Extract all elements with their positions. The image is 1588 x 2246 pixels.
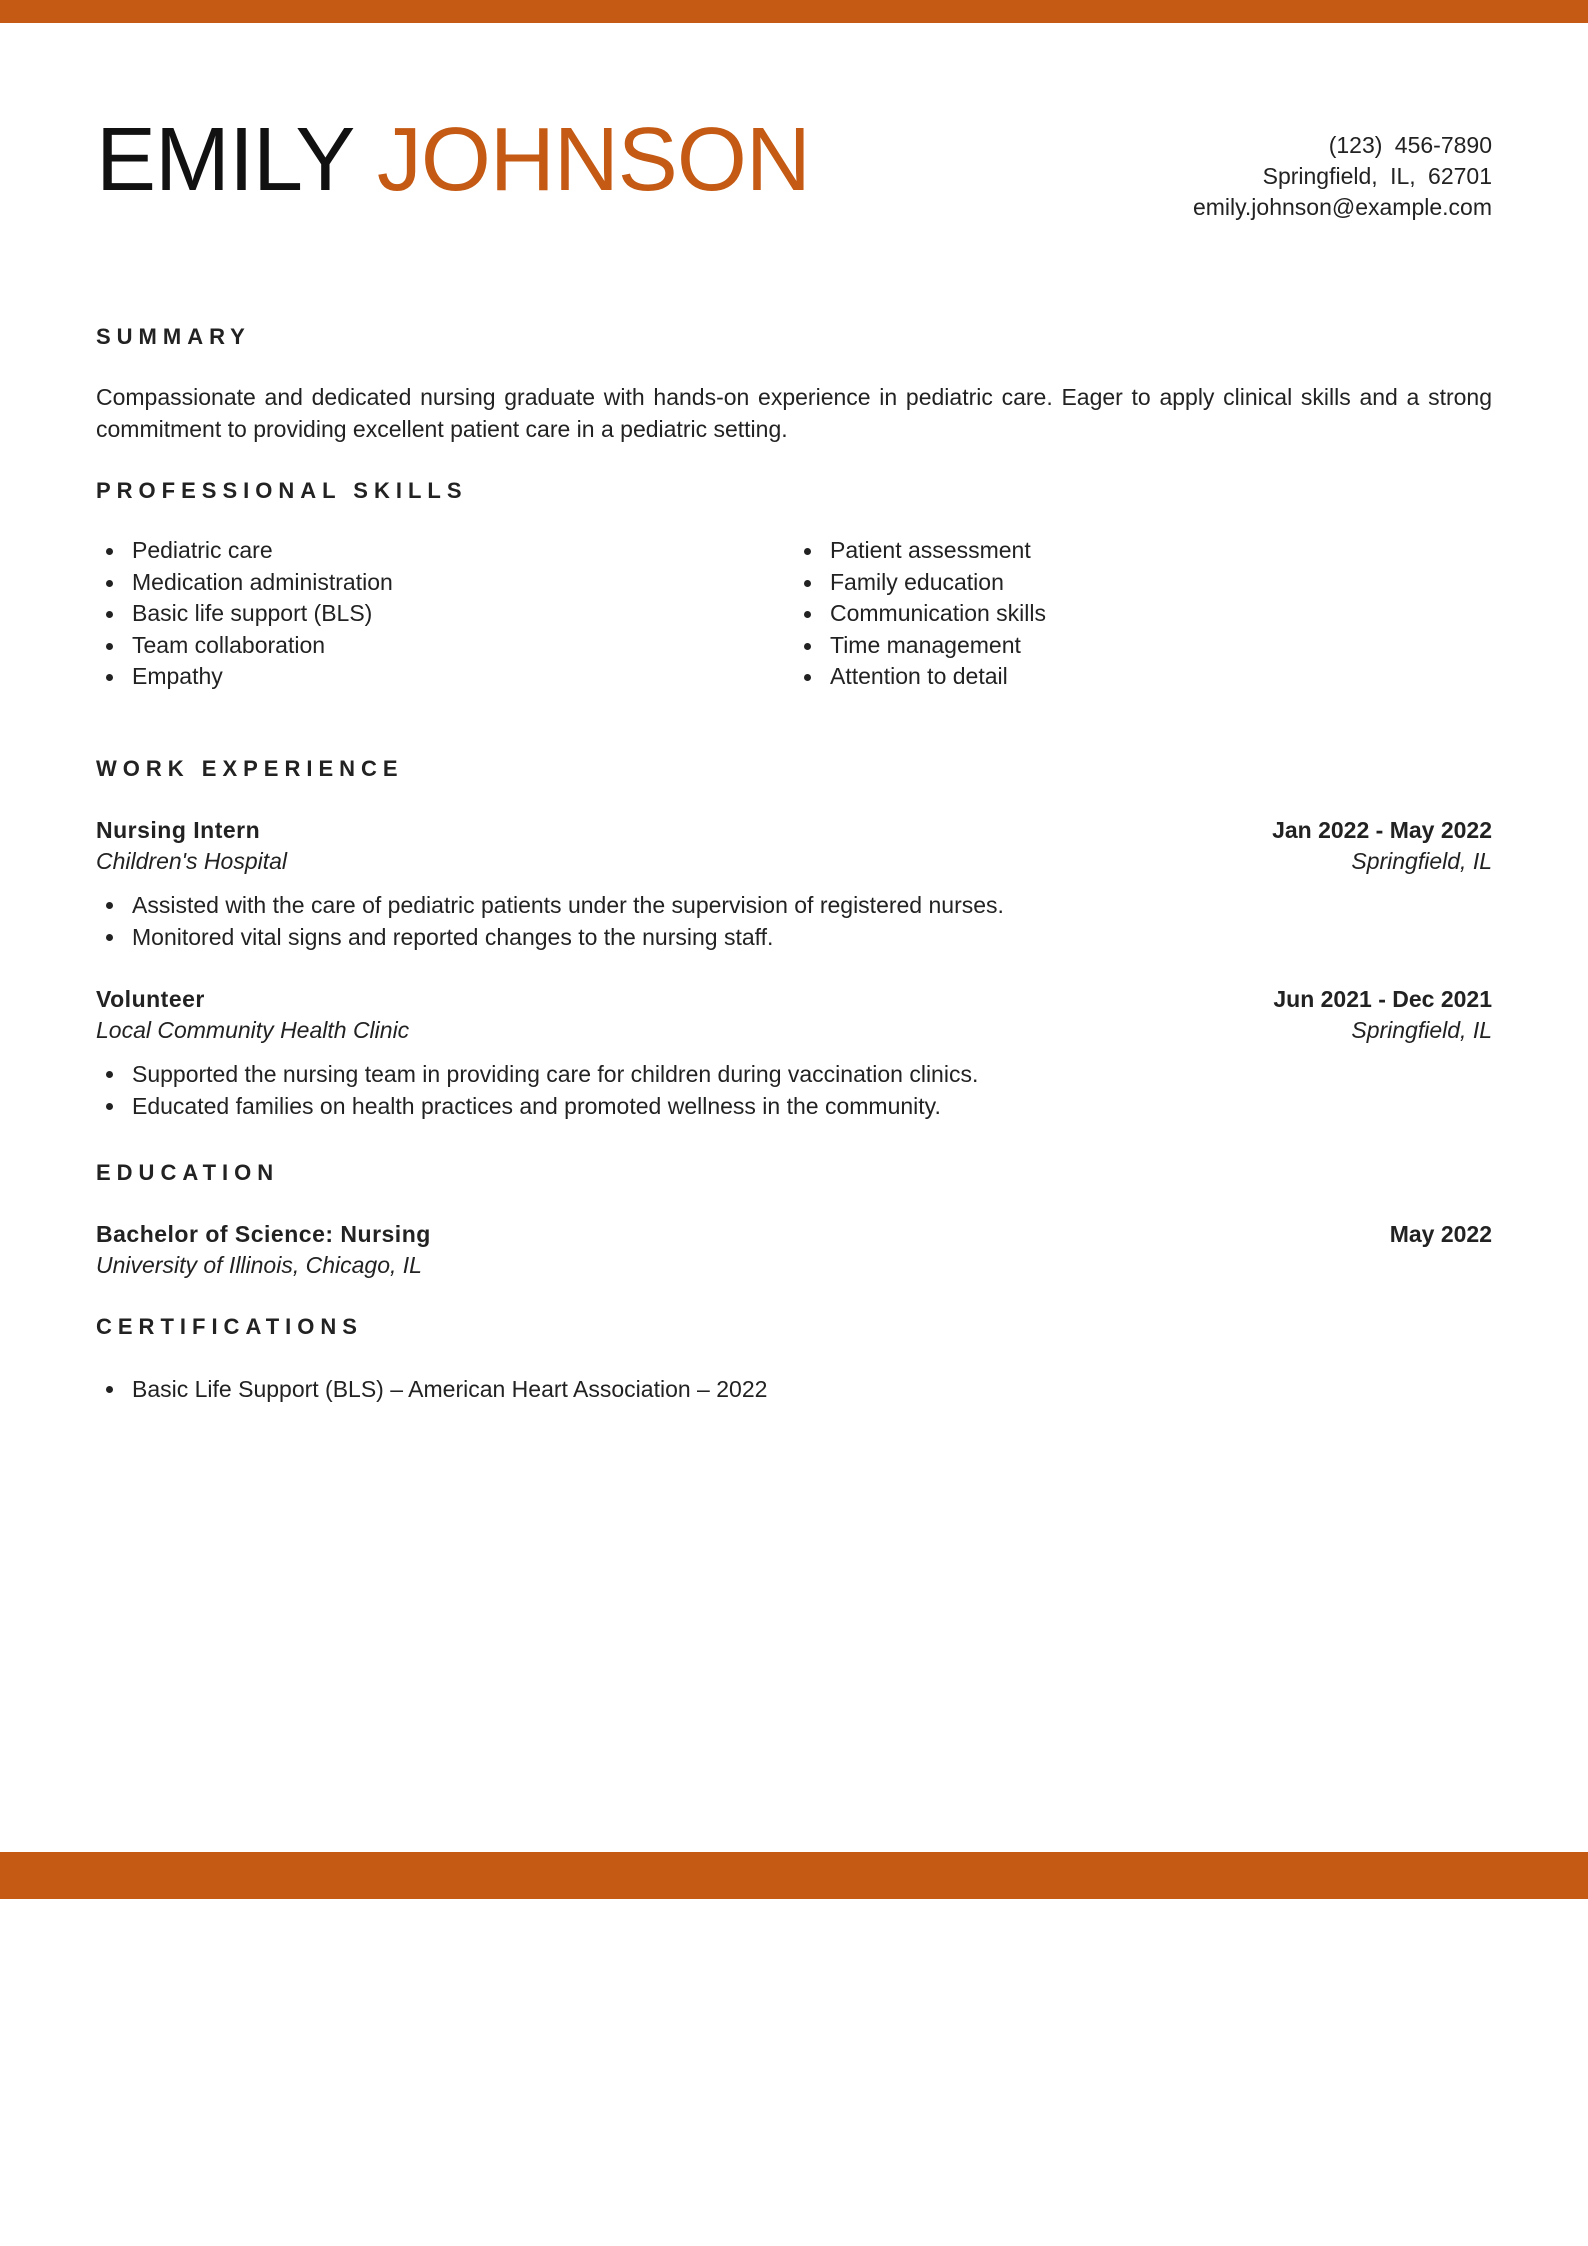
first-name: EMILY — [96, 110, 353, 210]
skill-item: Empathy — [96, 661, 393, 693]
job-organization: Local Community Health Clinic — [96, 1017, 410, 1043]
school: University of Illinois, Chicago, IL — [96, 1252, 422, 1278]
skill-item: Communication skills — [794, 598, 1046, 630]
skill-item: Medication administration — [96, 567, 393, 599]
summary-heading: SUMMARY — [96, 324, 251, 349]
skill-item: Pediatric care — [96, 535, 393, 567]
job-title: Volunteer — [96, 986, 205, 1012]
certifications-heading: CERTIFICATIONS — [96, 1314, 363, 1339]
summary-text: Compassionate and dedicated nursing graduate with hands-on experience in pediatric care. Eager to apply clinical skills and a strong commitment to providing excellent patient care in a pediatric setting. — [96, 384, 1492, 442]
job-title: Nursing Intern — [96, 817, 261, 843]
degree: Bachelor of Science: Nursing — [96, 1221, 431, 1247]
duty-item: Supported the nursing team in providing care for children during vaccination clinics. — [96, 1058, 978, 1090]
skills-heading: PROFESSIONAL SKILLS — [96, 478, 468, 503]
experience-heading: WORK EXPERIENCE — [96, 756, 404, 781]
job-duties — [96, 1058, 978, 1122]
skill-item: Time management — [794, 630, 1046, 662]
education-heading: EDUCATION — [96, 1160, 280, 1185]
job-duties — [96, 889, 1004, 953]
skill-item: Patient assessment — [794, 535, 1046, 567]
job-organization: Children's Hospital — [96, 848, 288, 874]
skills-column-left — [96, 535, 393, 693]
skill-item: Family education — [794, 567, 1046, 599]
phone-number: (123) 456-7890 — [1328, 132, 1492, 158]
candidate-name — [96, 110, 810, 210]
duty-item: Educated families on health practices and promoted wellness in the community. — [96, 1090, 978, 1122]
certification-item: Basic Life Support (BLS) – American Heart Association – 2022 — [96, 1373, 767, 1405]
last-name: JOHNSON — [376, 110, 810, 210]
contact-info — [1193, 130, 1492, 223]
skills-column-right — [794, 535, 1046, 693]
job-location: Springfield, IL — [1351, 1017, 1492, 1043]
job-location: Springfield, IL — [1351, 848, 1492, 874]
certifications-list — [96, 1373, 767, 1405]
address: Springfield, IL, 62701 — [1262, 163, 1492, 189]
email-address: emily.johnson@example.com — [1192, 194, 1492, 220]
skill-item: Team collaboration — [96, 630, 393, 662]
job-dates: Jun 2021 - Dec 2021 — [1273, 986, 1492, 1012]
graduation-date: May 2022 — [1389, 1221, 1492, 1247]
bottom-accent-bar — [0, 1852, 1588, 1899]
resume-page — [96, 0, 1492, 1852]
duty-item: Monitored vital signs and reported changes to the nursing staff. — [96, 921, 1004, 953]
job-dates: Jan 2022 - May 2022 — [1272, 817, 1492, 843]
skill-item: Basic life support (BLS) — [96, 598, 393, 630]
duty-item: Assisted with the care of pediatric patients under the supervision of registered nurses. — [96, 889, 1004, 921]
skill-item: Attention to detail — [794, 661, 1046, 693]
